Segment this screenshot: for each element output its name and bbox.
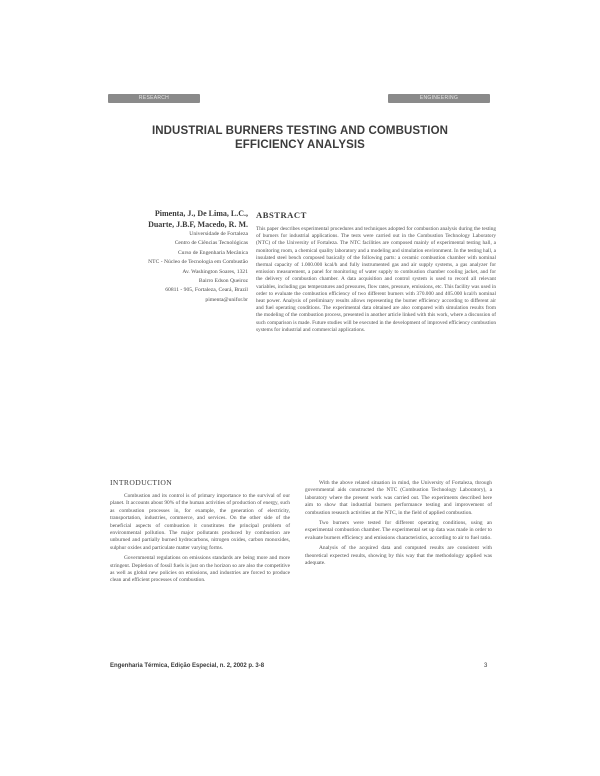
title-line-2: EFFICIENCY ANALYSIS bbox=[235, 139, 365, 151]
paragraph: Combustion and its control is of primary importance to the survival of our planet. It accounts about 90% of the human activities of production of energy, such as combustion processes in, for example, the generation of electricity, transportation, industries, commerce, and services. On the other side of the beneficial aspects of combustion it constitutes the principal problem of environmental pollution. The major pollutants produced by combustion are unburned and partially burned hydrocarbons, nitrogen oxides, carbon monoxides, sulphur oxides and particulate matter varying forms. bbox=[110, 493, 290, 551]
affiliation-line: Bairro Edson Queiroz bbox=[198, 278, 248, 285]
author-block bbox=[110, 208, 248, 305]
section-label-left: RESEARCH bbox=[108, 94, 200, 103]
author-names-line-2: Duarte, J.B.F, Macedo, R. M. bbox=[148, 220, 248, 229]
abstract-body: This paper describes experimental procedures and techniques adopted for combustion analysis during the testing of burners for industrial applications. The tests were carried out in the Combustion Technology Laboratory (NTC) of the University of Fortaleza. The NTC facilities are composed mainly of experimental testing hall, a monitoring room, a chemical quality laboratory and a modeling and simulation environment. In the testing hall, a insulated steel bench composed basically of the following parts: a ceramic combustion chamber with nominal thermal capacity of 1.000.000 kcal/h and fully instrumented gas and air supply systems, a gas analyzer for emission measurement, a panel for monitoring of water supply to combustion chamber cooling jacket, and for the delivery of combustion chamber. A data acquisition and control system is used to record all relevant variables, including gas temperatures and pressures, flow rates, pressure, emissions, etc. This facility was used in order to evaluate the combustion efficiency of two different burners with 370.000 and 405.000 kcal/h nominal heat power. Analysis of preliminary results allows representing the burner efficiency according to different air and fuel operating conditions. The experimental data obtained are also compared with simulation results from the modeling of the combustion process, presented in another article linked with this work, where a discussion of such comparison is made. Future studies will be executed in the development of improved efficiency combustion systems for industrial and commercial applications. bbox=[256, 226, 496, 333]
page-number: 3 bbox=[484, 663, 488, 669]
affiliation-line: Curso de Engenharia Mecânica bbox=[177, 249, 248, 256]
introduction-heading: INTRODUCTION bbox=[110, 478, 173, 487]
paper-title bbox=[110, 124, 490, 152]
affiliation-line: Av. Washington Soares, 1321 bbox=[182, 268, 248, 275]
affiliation-line: Universidade de Fortaleza bbox=[189, 231, 248, 237]
affiliation-line: 60811 - 905, Fortaleza, Ceará, Brazil bbox=[165, 287, 248, 294]
paragraph: With the above related situation in mind, the University of Fortaleza, through governmental aids constructed the NTC (Combustion Technology Laboratory), a laboratory where the present work was carried out. The experiments described here aim to show that industrial burners performance testing and improvement of combustion research activities at the NTC, in the field of applied combustion. bbox=[305, 480, 492, 516]
section-label-right: ENGINEERING bbox=[388, 94, 490, 103]
abstract-heading: ABSTRACT bbox=[256, 210, 307, 220]
affiliation-line: NTC - Núcleo de Tecnologia em Combustão bbox=[148, 259, 248, 266]
affiliation-line: Centro de Ciências Tecnológicas bbox=[174, 240, 248, 247]
paragraph: Governmental regulations on emissions standards are being more and more stringent. Depletion of fossil fuels is just on the horizon so are also the competitive as well as global new policies on emissions, and industries are forced to produce clean and efficient processes of combustion. bbox=[110, 555, 290, 584]
right-column bbox=[305, 480, 492, 570]
author-email: pimenta@unifor.br bbox=[205, 296, 248, 303]
paragraph: Analysis of the acquired data and computed results are consistent with theoretical expected results, showing by this way that the methodology applied was adequate. bbox=[305, 545, 492, 567]
author-names-line-1: Pimenta, J., De Lima, L.C., bbox=[154, 209, 248, 218]
left-column bbox=[110, 493, 290, 588]
journal-citation: Engenharia Térmica, Edição Especial, n. 2, 2002 p. 3-8 bbox=[110, 663, 265, 669]
paragraph: Two burners were tested for different operating conditions, using an experimental combustion chamber. The experimental set up data was made in order to evaluate burners efficiency and emissions characteristics, according to air to fuel ratio. bbox=[305, 520, 492, 541]
title-line-1: INDUSTRIAL BURNERS TESTING AND COMBUSTION bbox=[151, 125, 449, 137]
